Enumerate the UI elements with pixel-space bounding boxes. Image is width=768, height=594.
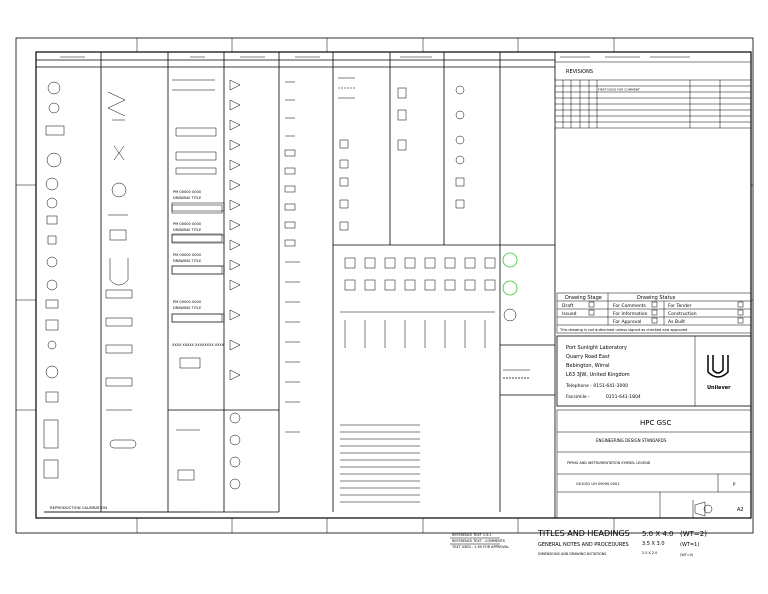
zone-ticks [16,38,753,533]
footer-wt-2: (WT=2) [680,530,707,538]
footer-titles: TITLES AND HEADINGS [538,529,630,538]
drawing-number-sample: XXXX XXXXX XXXXXXXX XXXX [172,343,225,347]
projection-symbol-icon [695,502,712,516]
drawing-status-title: Drawing Status [637,295,676,301]
revision-first-issue: FIRST ISSUE FOR COMMENT [598,87,640,92]
reproduction-calibration: REPRODUCTION CALIBRATION [50,505,107,510]
vessel-symbols [106,92,136,448]
project-name: ENGINEERING DESIGN STANDARDS [596,438,667,443]
valve-symbols [230,80,240,489]
drawing-title-2-number: PM 00000 0000 [173,222,202,226]
stage-draft: Draft [562,304,574,309]
footer-ref-2: REFERENCE TEXT - COMMENTS [452,539,505,543]
company-name: Port Sunlight Laboratory [566,345,627,351]
footer-size-2: 3.5 X 3.0 [642,541,665,547]
authorisation-note: This drawing is not authorised unless signed as checked and approved [560,328,688,332]
instrument-symbols [285,82,300,432]
footer-ref-1: REFERENCE TEXT 1.5:1 [452,533,492,537]
revision-letter: P [733,482,736,487]
green-marker-2 [503,281,517,295]
drawing-title-3-number: PM 00000 0000 [173,253,202,257]
footer-general: GENERAL NOTES AND PROCEDURES [538,542,629,548]
status-for-comments: For Comments [613,304,646,309]
status-for-approval: For Approval [613,320,642,325]
status-construction: Construction [668,312,697,317]
drawing-stage-title: Drawing Stage [565,295,602,301]
company-address-1: Quarry Road East [566,354,610,360]
control-loop-symbols [340,258,495,502]
drawing-title-2-label: DRAWING TITLE [173,228,202,232]
drawing-number: GS1001 UH 09090 0001 [576,482,620,486]
company-address-3: L63 3JW, United Kingdom [566,372,630,378]
equipment-symbols [44,82,64,478]
stage-issued: Issued [562,312,577,317]
outer-frame [16,38,753,533]
revisions-title: REVISIONS [566,69,594,75]
green-marker-1 [503,253,517,267]
unilever-logo-icon [708,355,728,377]
company-address-2: Bebington, Wirral [566,363,610,369]
drawing-title-3-label: DRAWING TITLE [173,259,202,263]
footer-ref-3: TEXT USED - 1:50 FOR APPROVAL [452,545,509,549]
line-type-symbols [338,78,464,230]
drawing-title-1-number: PM 00000 0000 [173,190,202,194]
drawing-title-1-label: DRAWING TITLE [173,196,202,200]
status-as-built: As Built [668,320,686,325]
footer-size-1: 5.0 X 4.0 [642,530,674,538]
drawing-title: PIPING AND INSTRUMENTATION SYMBOL LEGEND [567,461,651,465]
logo-word: Unilever [707,385,731,391]
company-facsimile: 0151-641-1804 [606,395,641,400]
status-for-tender: For Tender [668,304,692,309]
footer-wt-0: (WT=0) [680,553,694,557]
sheet-size: A2 [737,507,744,513]
piping-symbols [172,80,222,480]
footer-dimensions: DIMENSIONS AND DRAWING NOTATIONS [538,552,607,556]
supplier-marker [504,309,516,321]
company-facsimile-label: Facsimile - [566,395,590,400]
status-for-information: For Information [613,312,648,317]
drawing-title-4-label: DRAWING TITLE [173,306,202,310]
client-name: HPC GSC [640,419,672,427]
footer-size-3: 2.5 X 2.0 [642,551,658,555]
company-telephone: Telephone - 0151-641-3000 [566,384,629,389]
footer-wt-1: (WT=1) [680,542,700,548]
drawing-title-4-number: PM 00000 0000 [173,300,202,304]
